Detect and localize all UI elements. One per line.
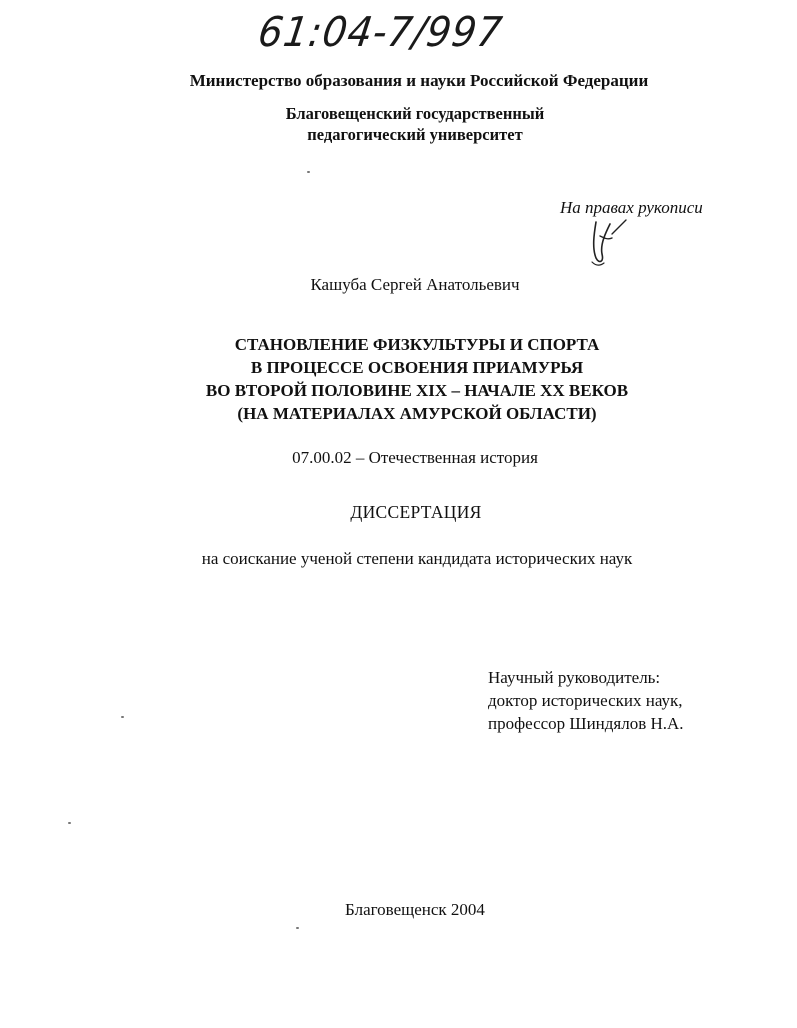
scan-speck bbox=[68, 822, 71, 824]
title-line-3: ВО ВТОРОЙ ПОЛОВИНЕ XIX – НАЧАЛЕ XX ВЕКОВ bbox=[205, 381, 629, 400]
dissertation-title bbox=[160, 333, 674, 425]
supervisor-label: Научный руководитель: bbox=[488, 668, 661, 687]
title-line-4: (НА МАТЕРИАЛАХ АМУРСКОЙ ОБЛАСТИ) bbox=[237, 404, 597, 423]
title-line-1: СТАНОВЛЕНИЕ ФИЗКУЛЬТУРЫ И СПОРТА bbox=[234, 335, 600, 354]
supervisor-degree: доктор исторических наук, bbox=[488, 691, 683, 710]
supervisor-name: профессор Шиндялов Н.А. bbox=[488, 714, 684, 733]
scan-speck bbox=[307, 171, 310, 173]
university-line-1: Благовещенский государственный bbox=[285, 104, 545, 123]
document-type: ДИССЕРТАЦИЯ bbox=[350, 502, 482, 522]
author-signature-icon bbox=[586, 214, 636, 270]
ministry-name: Министерство образования и науки Российской Федерации bbox=[189, 71, 649, 90]
university-line-2: педагогический университет bbox=[307, 125, 523, 144]
specialty-code: 07.00.02 – Отечественная история bbox=[292, 448, 538, 467]
title-line-2: В ПРОЦЕССЕ ОСВОЕНИЯ ПРИАМУРЬЯ bbox=[250, 358, 584, 377]
manuscript-rights-note: На правах рукописи bbox=[560, 198, 703, 217]
city-and-year: Благовещенск 2004 bbox=[345, 900, 485, 919]
university-name bbox=[220, 103, 610, 145]
degree-statement: на соискание ученой степени кандидата исторических наук bbox=[201, 549, 633, 568]
scan-speck bbox=[121, 716, 124, 718]
supervisor-block bbox=[488, 666, 684, 735]
scan-speck bbox=[296, 927, 299, 929]
author-name: Кашуба Сергей Анатольевич bbox=[310, 275, 520, 294]
archive-code-handwritten: 61:04-7/997 bbox=[255, 8, 506, 56]
